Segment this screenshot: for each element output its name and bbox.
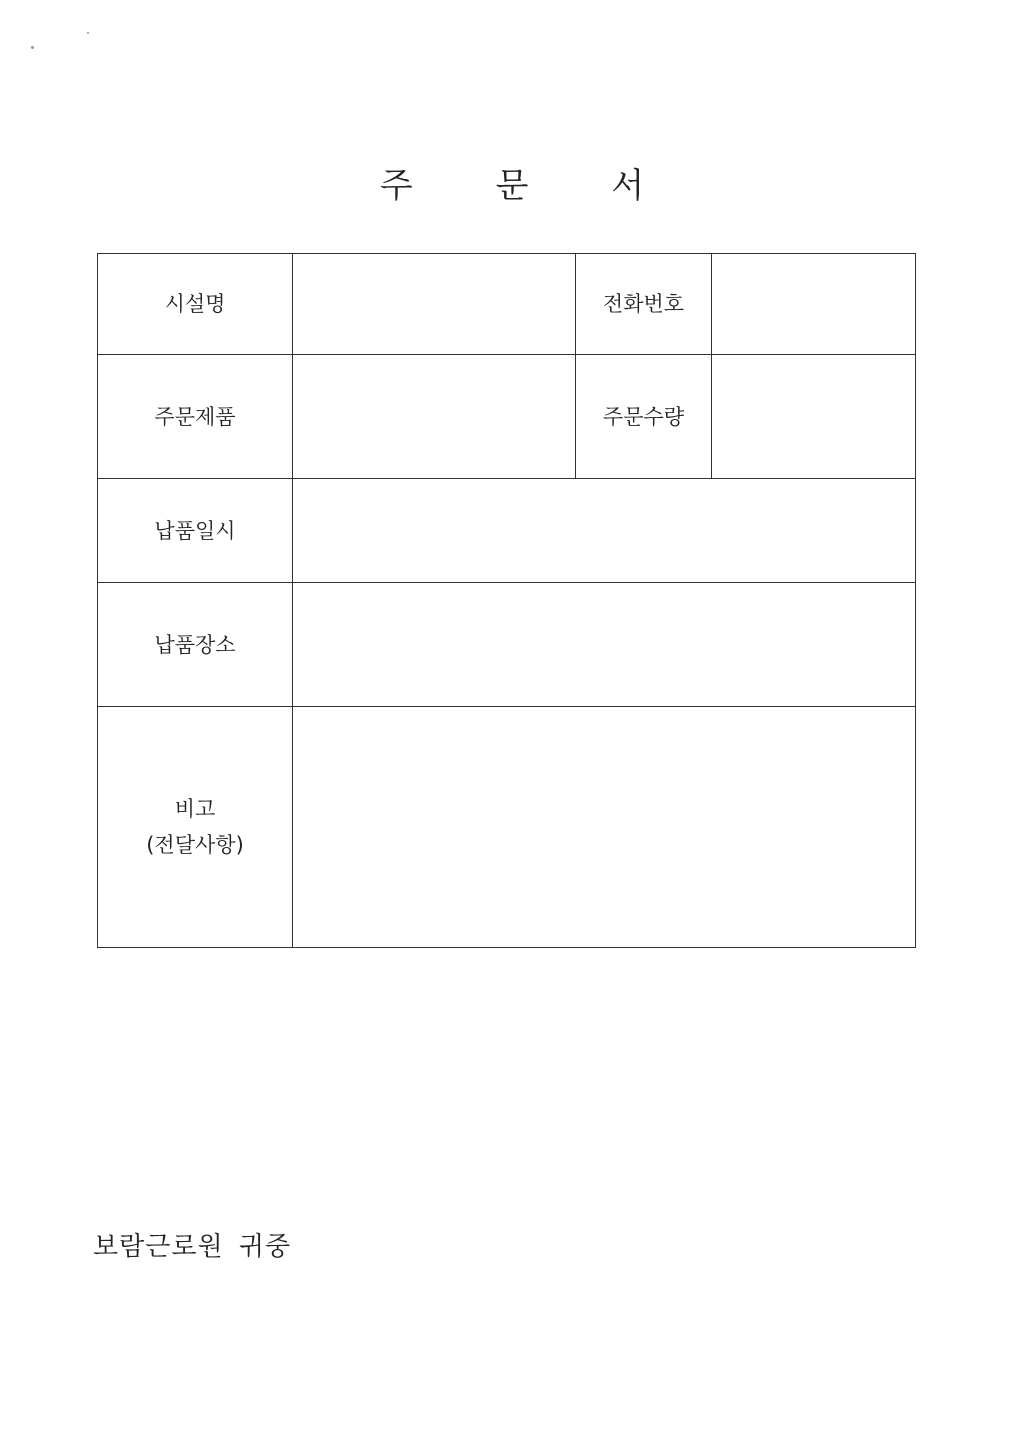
form-row-product [98,355,916,479]
order-quantity-label: 주문수량 [576,355,712,479]
form-row-remarks [98,707,916,948]
footer-recipient: 보람근로원 귀중 [93,1232,292,1262]
order-quantity-field[interactable] [712,355,916,479]
order-product-field[interactable] [293,355,576,479]
scan-speck [87,32,89,34]
form-row-facility [98,254,916,355]
delivery-location-field[interactable] [293,583,916,707]
form-row-delivery-location [98,583,916,707]
form-row-delivery-datetime [98,479,916,583]
phone-number-label: 전화번호 [576,254,712,355]
remarks-label [98,707,293,948]
delivery-datetime-label: 납품일시 [98,479,293,583]
remarks-label-line1: 비고 [174,797,216,821]
delivery-datetime-field[interactable] [293,479,916,583]
phone-number-field[interactable] [712,254,916,355]
scan-speck [31,46,34,49]
order-form-table [97,253,916,948]
facility-name-label: 시설명 [98,254,293,355]
order-product-label: 주문제품 [98,355,293,479]
facility-name-field[interactable] [293,254,576,355]
delivery-location-label: 납품장소 [98,583,293,707]
page-title: 주 문 서 [379,166,681,206]
remarks-label-line2: (전달사항) [146,833,244,857]
remarks-field[interactable] [293,707,916,948]
